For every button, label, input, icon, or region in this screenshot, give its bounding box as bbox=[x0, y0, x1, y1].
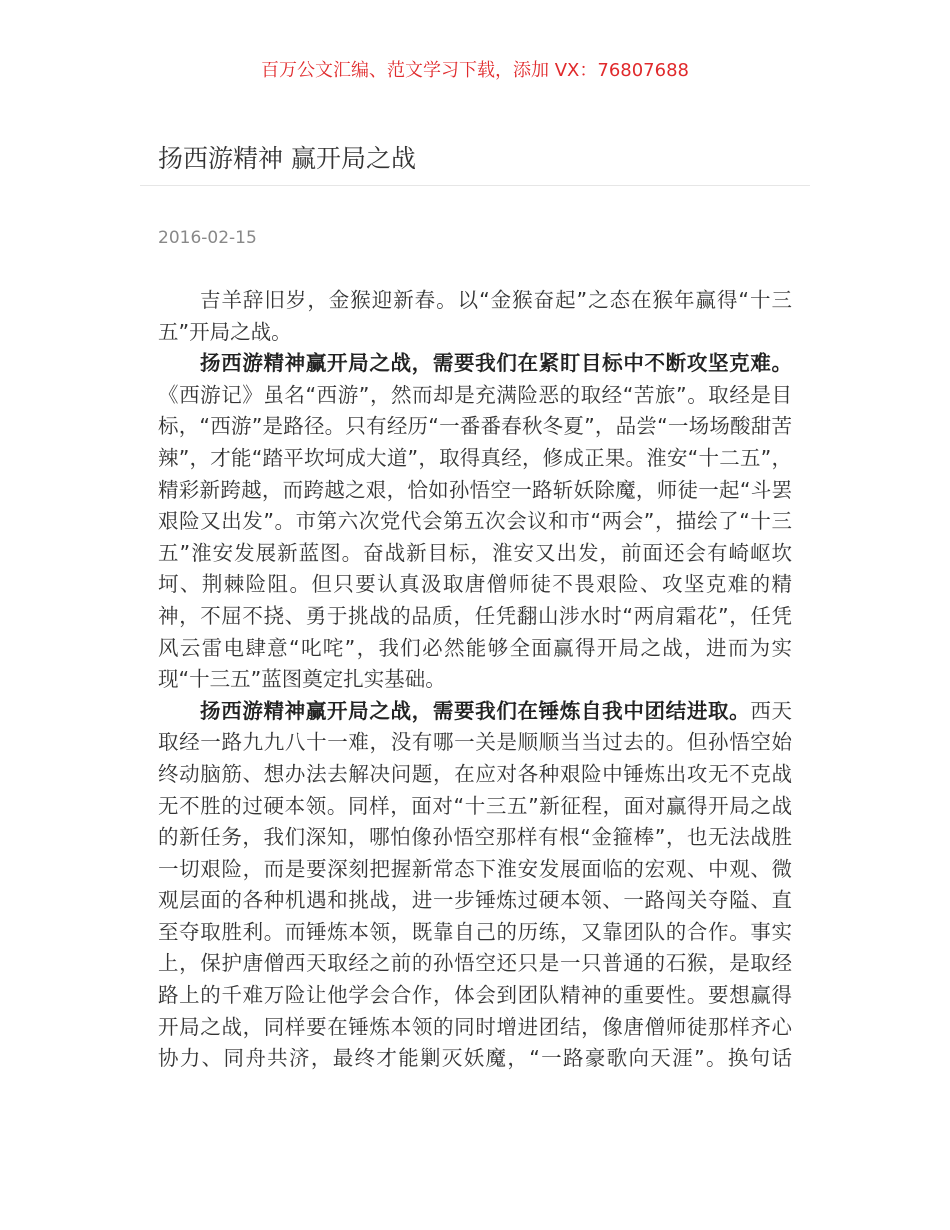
article-body bbox=[158, 285, 792, 1075]
text-line bbox=[158, 1043, 792, 1075]
divider bbox=[140, 185, 810, 186]
line-text: 取经一路九九八十一难，没有哪一关是顺顺当当过去的。但孙悟空始 bbox=[158, 730, 792, 755]
text-line bbox=[158, 569, 792, 601]
line-text: 观层面的各种机遇和挑战，进一步锤炼过硬本领、一路闯关夺隘、直 bbox=[158, 888, 792, 913]
line-text: 《西游记》虽名“西游”，然而却是充满险恶的取经“苦旅”。取经是目 bbox=[158, 382, 792, 407]
text-line bbox=[158, 696, 792, 728]
line-text: 无不胜的过硬本领。同样，面对“十三五”新征程，面对赢得开局之战 bbox=[158, 793, 792, 818]
line-text: 终动脑筋、想办法去解决问题，在应对各种艰险中锤炼出攻无不克战 bbox=[158, 761, 792, 786]
bold-lead: 扬西游精神赢开局之战，需要我们在锤炼自我中团结进取。 bbox=[200, 698, 751, 723]
text-line bbox=[158, 885, 792, 917]
line-text: 至夺取胜利。而锤炼本领，既靠自己的历练，又靠团队的合作。事实 bbox=[158, 919, 792, 944]
line-text: 西天 bbox=[750, 698, 793, 723]
text-line bbox=[158, 791, 792, 823]
line-text: 上，保护唐僧西天取经之前的孙悟空还只是一只普通的石猴，是取经 bbox=[158, 951, 792, 976]
line-text: 协力、同舟共济，最终才能剿灭妖魔，“一路豪歌向天涯”。换句话 bbox=[158, 1046, 792, 1071]
line-text: 艰险又出发”。市第六次党代会第五次会议和市“两会”，描绘了“十三 bbox=[158, 509, 792, 534]
text-line bbox=[158, 664, 792, 696]
line-text: 吉羊辞旧岁，金猴迎新春。以“金猴奋起”之态在猴年赢得“十三 bbox=[200, 288, 792, 312]
line-text: 一切艰险，而是要深刻把握新常态下淮安发展面临的宏观、中观、微 bbox=[158, 856, 792, 881]
text-line bbox=[158, 348, 792, 380]
line-text: 的新任务，我们深知，哪怕像孙悟空那样有根“金箍棒”，也无法战胜 bbox=[158, 825, 792, 850]
line-text: 开局之战，同样要在锤炼本领的同时增进团结，像唐僧师徒那样齐心 bbox=[158, 1014, 792, 1039]
text-line bbox=[158, 759, 792, 791]
line-text: 五”淮安发展新蓝图。奋战新目标，淮安又出发，前面还会有崎岖坎 bbox=[158, 540, 792, 565]
text-line bbox=[158, 822, 792, 854]
text-line bbox=[158, 1012, 792, 1044]
text-line bbox=[158, 727, 792, 759]
line-text: 五”开局之战。 bbox=[158, 319, 292, 344]
line-text: 现“十三五”蓝图奠定扎实基础。 bbox=[158, 667, 446, 692]
publish-date: 2016-02-15 bbox=[158, 228, 257, 248]
article-title: 扬西游精神 赢开局之战 bbox=[158, 144, 416, 173]
line-text: 辣”，才能“踏平坎坷成大道”，取得真经，修成正果。淮安“十二五”， bbox=[158, 445, 792, 470]
text-line bbox=[158, 980, 792, 1012]
text-line bbox=[158, 948, 792, 980]
text-line bbox=[158, 380, 792, 412]
line-text: 路上的千难万险让他学会合作，体会到团队精神的重要性。要想赢得 bbox=[158, 983, 792, 1008]
text-line bbox=[158, 538, 792, 570]
text-line bbox=[158, 285, 792, 317]
line-text: 标，“西游”是路径。只有经历“一番番春秋冬夏”，品尝“一场场酸甜苦 bbox=[158, 414, 792, 439]
text-line bbox=[158, 317, 792, 349]
line-text: 坷、荆棘险阻。但只要认真汲取唐僧师徒不畏艰险、攻坚克难的精 bbox=[158, 572, 792, 597]
text-line bbox=[158, 443, 792, 475]
text-line bbox=[158, 506, 792, 538]
text-line bbox=[158, 411, 792, 443]
text-line bbox=[158, 917, 792, 949]
bold-lead: 扬西游精神赢开局之战，需要我们在紧盯目标中不断攻坚克难。 bbox=[200, 351, 792, 376]
line-text: 神，不屈不挠、勇于挑战的品质，任凭翻山涉水时“两肩霜花”，任凭 bbox=[158, 603, 792, 628]
text-line bbox=[158, 601, 792, 633]
line-text: 风云雷电肆意“叱咤”，我们必然能够全面赢得开局之战，进而为实 bbox=[158, 635, 792, 660]
header-banner: 百万公文汇编、范文学习下载，添加 VX：76807688 bbox=[261, 60, 689, 81]
text-line bbox=[158, 475, 792, 507]
line-text: 精彩新跨越，而跨越之艰，恰如孙悟空一路斩妖除魔，师徒一起“斗罢 bbox=[158, 477, 792, 502]
text-line bbox=[158, 633, 792, 665]
text-line bbox=[158, 854, 792, 886]
